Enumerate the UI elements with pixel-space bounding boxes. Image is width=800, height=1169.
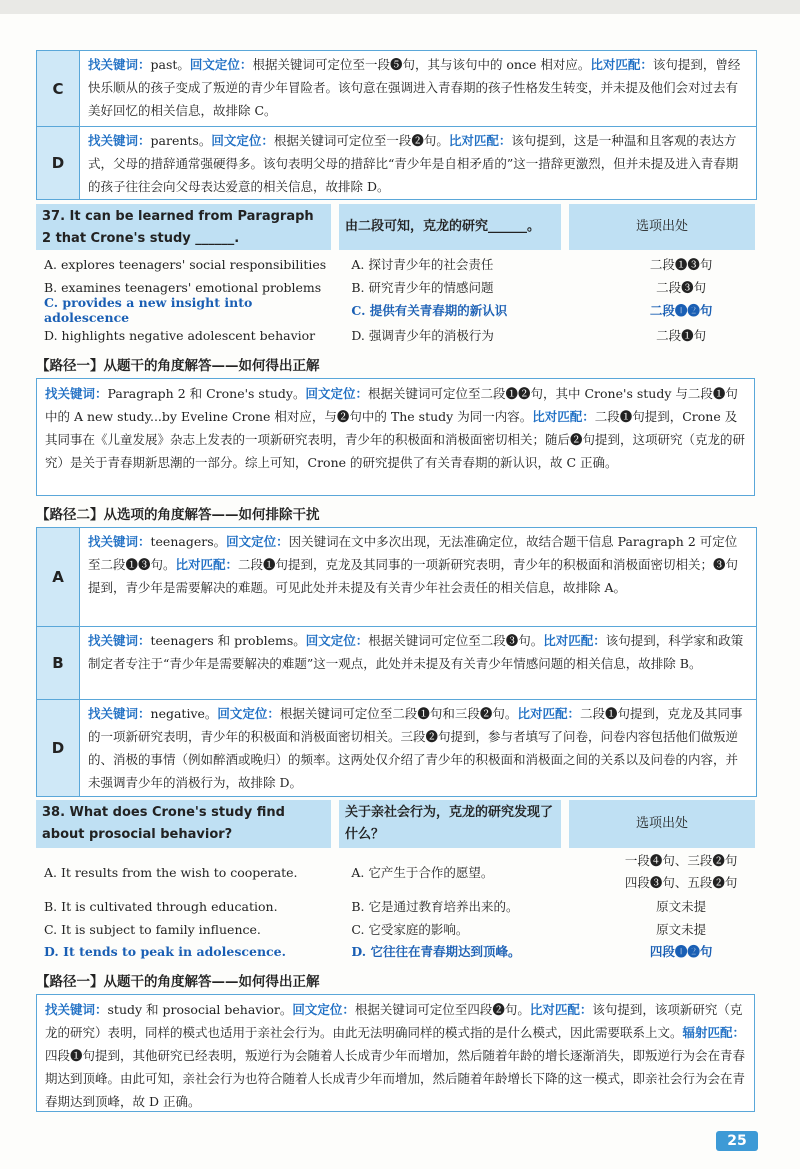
option-row-c — [37, 51, 756, 126]
q38-header — [36, 800, 755, 848]
option-analysis: 找关键词：past。回文定位：根据关键词可定位至一段❺句，其与该句中的 once 相对应。比对匹配：该句提到，曾经快乐顺从的孩子变成了叛逆的青少年冒险者。该句意在强调进入青春期的孩子性格发生转变，并未提及他们会对过去有美好回忆的相关信息，故排除 C。 — [88, 57, 741, 118]
q38-source-header: 选项出处 — [569, 800, 755, 848]
q38-choice-c: C. It is subject to family influence. C. 它受家庭的影响。 原文未提 — [44, 921, 707, 937]
q37-route2-title: 【路径二】从选项的角度解答——如何排除干扰 — [36, 507, 320, 523]
q37-choice-a: A. explores teenagers' social responsibilities A. 探讨青少年的社会责任 二段❶❸句 — [44, 256, 713, 272]
q37-choice-b: B. examines teenagers' emotional problems B. 研究青少年的情感问题 二段❸句 — [44, 279, 707, 295]
q37-choice-c-correct: C. provides a new insight into adolescence C. 提供有关青春期的新认识 二段❶❷句 — [44, 295, 713, 325]
q38-choice-d-correct: D. It tends to peak in adolescence. D. 它往往在青春期达到顶峰。 四段❶❷句 — [44, 943, 713, 959]
q37-route2-table — [36, 527, 757, 797]
option-row-d — [37, 126, 756, 199]
q37-header — [36, 204, 755, 250]
q38-question-en: 38. What does Crone's study find about prosocial behavior? — [36, 800, 331, 848]
q37-route1-box: 找关键词：Paragraph 2 和 Crone's study。回文定位：根据关键词可定位至二段❶❷句，其中 Crone's study 与二段❶句中的 A new study...by Eveline Crone 相对应，与❷句中的 The study 为同一内容。比对匹配：二段❶句提到，Crone 及其同事在《儿童发展》杂志上发表的一项新研究表明，青少年的积极面和消极面密切相关；随后❷句提到，这项研究（克龙的研究）是关于青春期新思潮的一部分。综上可知，Crone 的研究提供了有关青春期的新认识，故 C 正确。 — [36, 378, 755, 496]
page-number: 25 — [716, 1131, 758, 1151]
q38-choice-a: A. It results from the wish to cooperate. A. 它产生于合作的愿望。 一段❹句、三段❷句 四段❸句、五段❷句 — [44, 853, 738, 890]
route2-row-b: B 找关键词：teenagers 和 problems。回文定位：根据关键词可定位至二段❸句。比对匹配：该句提到，科学家和政策制定者专注于“青少年是需要解决的难题”这一观点，此处并未提及有关青少年情感问题的相关信息，故排除 B。 — [37, 626, 756, 699]
option-analysis: 找关键词：parents。回文定位：根据关键词可定位至一段❷句。比对匹配：该句提到，这是一种温和且客观的表达方式，父母的措辞通常强硬得多。该句表明父母的措辞比“青少年是自相矛盾的”这一措辞更激烈，但并未提及进入青春期的孩子往往会向父母表达爱意的相关信息，故排除 D。 — [88, 133, 739, 194]
q38-route1-title: 【路径一】从题干的角度解答——如何得出正解 — [36, 974, 320, 990]
q37-choice-d: D. highlights negative adolescent behavior D. 强调青少年的消极行为 二段❶句 — [44, 327, 707, 343]
q38-question-zh: 关于亲社会行为，克龙的研究发现了什么？ — [339, 800, 561, 848]
option-label: D — [37, 127, 80, 199]
route2-row-d: D 找关键词：negative。回文定位：根据关键词可定位至二段❶句和三段❷句。比对匹配：二段❶句提到，克龙及其同事的一项新研究表明，青少年的积极面和消极面密切相关。三段❷句提到，参与者填写了问卷，问卷内容包括他们做叛逆的、消极的事情（例如醉酒或晚归）的频率。这两处仅介绍了青少年的积极面和消极面之间的关系以及问卷的内容，并未强调青少年的消极行为，故排除 D。 — [37, 699, 756, 796]
top-edge — [0, 0, 800, 14]
q37-question-zh: 由二段可知，克龙的研究______。 — [339, 204, 561, 250]
q38-route1-box: 找关键词：study 和 prosocial behavior。回文定位：根据关键词可定位至四段❷句。比对匹配：该句提到，该项新研究（克龙的研究）表明，同样的模式也适用于亲社会行为。由此无法明确同样的模式指的是什么模式，因此需要联系上文。辐射匹配：四段❶句提到，其他研究已经表明，叛逆行为会随着人长成青少年而增加，然后随着年龄的增长逐渐消失，即叛逆行为会在青春期达到顶峰。由此可知，亲社会行为也符合随着人长成青少年而增加，然后随着年龄增长下降的这一模式，即亲社会行为会在青春期达到顶峰，故 D 正确。 — [36, 994, 755, 1112]
option-label: C — [37, 51, 80, 126]
q37-route1-title: 【路径一】从题干的角度解答——如何得出正解 — [36, 358, 320, 374]
top-options-table — [36, 50, 757, 200]
route2-row-a: A 找关键词：teenagers。回文定位：因关键词在文中多次出现，无法准确定位，故结合题干信息 Paragraph 2 可定位至二段❶❸句。比对匹配：二段❶句提到，克龙及其同事的一项新研究表明，青少年的积极面和消极面密切相关；❸句提到，青少年是需要解决的难题。可见此处并未提及有关青少年社会责任的相关信息，故排除 A。 — [37, 528, 756, 626]
q37-source-header: 选项出处 — [569, 204, 755, 250]
q38-choice-b: B. It is cultivated through education. B. 它是通过教育培养出来的。 原文未提 — [44, 898, 707, 914]
q37-question-en: 37. It can be learned from Paragraph 2 that Crone's study ______. — [36, 204, 331, 250]
